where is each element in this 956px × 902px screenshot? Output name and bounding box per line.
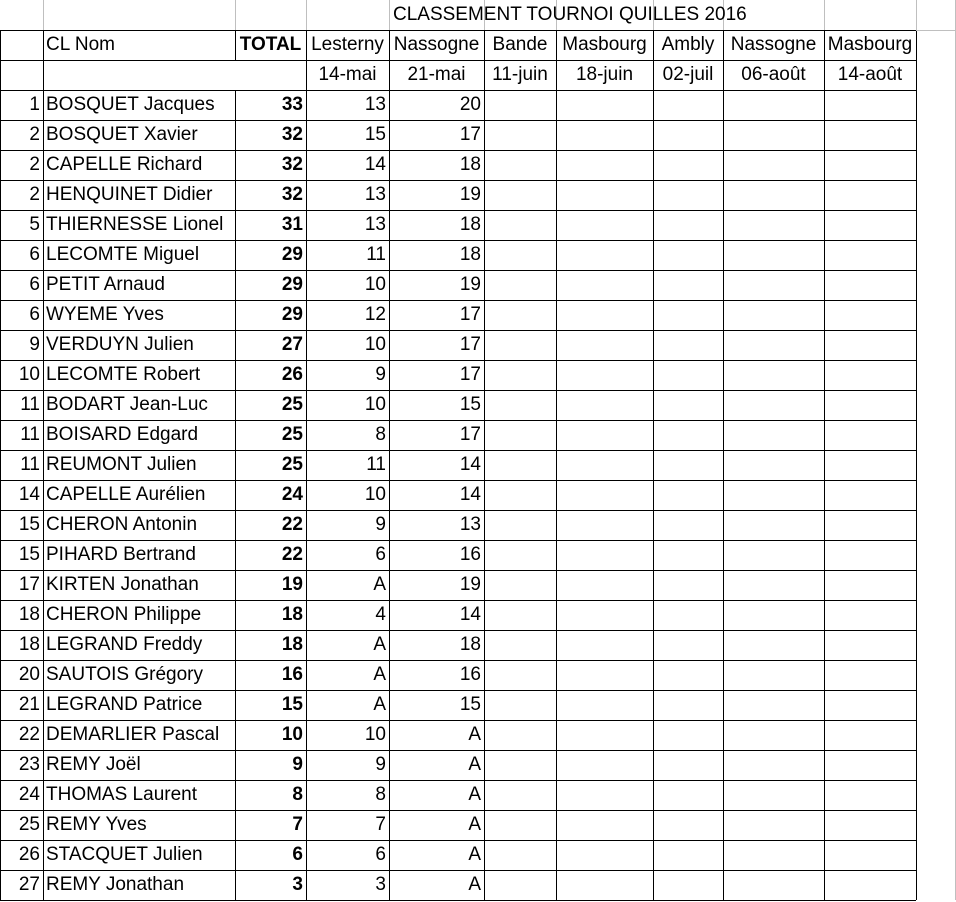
row-empty-cell[interactable]: [653, 511, 723, 540]
row-empty-cell[interactable]: [556, 721, 653, 750]
row-empty-cell[interactable]: [653, 451, 723, 480]
row-score-nassogne[interactable]: 16: [459, 544, 481, 565]
row-empty-cell[interactable]: [723, 421, 824, 450]
row-total[interactable]: 18: [281, 634, 303, 655]
grid-line: [916, 30, 917, 900]
row-total[interactable]: 29: [281, 274, 303, 295]
row-name[interactable]: REMY Joël: [46, 754, 141, 775]
row-rank[interactable]: 26: [18, 844, 40, 865]
row-rank[interactable]: 11: [20, 424, 40, 445]
row-name[interactable]: REMY Jonathan: [46, 874, 185, 895]
row-rank[interactable]: 21: [18, 694, 40, 715]
row-empty-cell[interactable]: [824, 271, 916, 300]
row-rank[interactable]: 2: [29, 184, 40, 205]
grid-line-light: [43, 0, 44, 30]
row-empty-cell[interactable]: [556, 601, 653, 630]
row-rank[interactable]: 10: [18, 364, 40, 385]
row-name[interactable]: REMY Yves: [46, 814, 147, 835]
row-empty-cell[interactable]: [653, 91, 723, 120]
row-rank[interactable]: 11: [20, 394, 40, 415]
row-empty-cell[interactable]: [723, 211, 824, 240]
row-empty-cell[interactable]: [723, 691, 824, 720]
row-empty-cell[interactable]: [653, 181, 723, 210]
row-name[interactable]: CAPELLE Richard: [46, 154, 203, 175]
row-score-nassogne[interactable]: A: [468, 754, 481, 775]
row-empty-cell[interactable]: [824, 421, 916, 450]
row-empty-cell[interactable]: [653, 571, 723, 600]
header-date: 06-août: [741, 64, 806, 85]
row-rank[interactable]: 2: [29, 154, 40, 175]
grid-line: [0, 900, 916, 901]
row-empty-cell[interactable]: [824, 121, 916, 150]
row-score-lesterny[interactable]: 13: [364, 184, 386, 205]
row-name[interactable]: BOISARD Edgard: [46, 424, 199, 445]
row-name[interactable]: KIRTEN Jonathan: [46, 574, 199, 595]
row-total[interactable]: 19: [281, 574, 303, 595]
row-empty-cell[interactable]: [723, 391, 824, 420]
row-empty-cell[interactable]: [824, 211, 916, 240]
row-score-nassogne[interactable]: 19: [459, 184, 481, 205]
row-total[interactable]: 10: [281, 724, 303, 745]
row-empty-cell[interactable]: [723, 661, 824, 690]
row-name[interactable]: HENQUINET Didier: [46, 184, 213, 205]
row-empty-cell[interactable]: [653, 871, 723, 900]
row-score-nassogne[interactable]: 15: [459, 394, 481, 415]
row-empty-cell[interactable]: [556, 181, 653, 210]
row-empty-cell[interactable]: [723, 481, 824, 510]
row-name[interactable]: VERDUYN Julien: [46, 334, 194, 355]
row-empty-cell[interactable]: [824, 481, 916, 510]
row-score-nassogne[interactable]: 17: [459, 424, 481, 445]
row-empty-cell[interactable]: [484, 361, 556, 390]
row-score-lesterny[interactable]: 12: [364, 304, 386, 325]
row-total[interactable]: 25: [281, 454, 303, 475]
row-empty-cell[interactable]: [484, 121, 556, 150]
header-venue: Nassogne: [393, 34, 480, 55]
row-name[interactable]: BOSQUET Jacques: [46, 94, 215, 115]
row-empty-cell[interactable]: [723, 181, 824, 210]
row-total[interactable]: 8: [292, 784, 303, 805]
row-empty-cell[interactable]: [824, 511, 916, 540]
row-score-lesterny[interactable]: A: [373, 574, 386, 595]
sheet-title: CLASSEMENT TOURNOI QUILLES 2016: [393, 4, 747, 25]
row-empty-cell[interactable]: [653, 211, 723, 240]
row-name[interactable]: DEMARLIER Pascal: [46, 724, 220, 745]
row-name[interactable]: THIERNESSE Lionel: [46, 214, 224, 235]
row-empty-cell[interactable]: [484, 841, 556, 870]
row-empty-cell[interactable]: [556, 811, 653, 840]
row-empty-cell[interactable]: [653, 631, 723, 660]
row-empty-cell[interactable]: [824, 571, 916, 600]
row-score-nassogne[interactable]: 14: [459, 484, 481, 505]
row-name[interactable]: LEGRAND Patrice: [46, 694, 203, 715]
row-total[interactable]: 6: [292, 844, 303, 865]
header-total: TOTAL: [239, 34, 302, 55]
row-empty-cell[interactable]: [556, 751, 653, 780]
row-rank[interactable]: 24: [18, 784, 40, 805]
row-empty-cell[interactable]: [653, 241, 723, 270]
row-total[interactable]: 31: [281, 214, 303, 235]
row-score-lesterny[interactable]: 3: [375, 874, 386, 895]
row-empty-cell[interactable]: [824, 601, 916, 630]
row-empty-cell[interactable]: [723, 271, 824, 300]
row-total[interactable]: 16: [281, 664, 303, 685]
grid-line-light: [916, 0, 917, 30]
row-empty-cell[interactable]: [653, 841, 723, 870]
row-empty-cell[interactable]: [653, 751, 723, 780]
row-empty-cell[interactable]: [556, 121, 653, 150]
header-date: 11-juin: [492, 64, 548, 85]
row-empty-cell[interactable]: [484, 511, 556, 540]
row-name[interactable]: BODART Jean-Luc: [46, 394, 208, 415]
row-total[interactable]: 27: [281, 334, 303, 355]
header-venue: Bande: [492, 34, 548, 55]
row-empty-cell[interactable]: [484, 241, 556, 270]
row-empty-cell[interactable]: [484, 181, 556, 210]
row-score-lesterny[interactable]: 4: [375, 604, 386, 625]
row-empty-cell[interactable]: [484, 601, 556, 630]
row-total[interactable]: 29: [281, 304, 303, 325]
row-empty-cell[interactable]: [484, 211, 556, 240]
row-empty-cell[interactable]: [824, 691, 916, 720]
row-score-lesterny[interactable]: 11: [366, 244, 386, 265]
row-empty-cell[interactable]: [556, 331, 653, 360]
row-rank[interactable]: 5: [29, 214, 40, 235]
header-venue: Masbourg: [562, 34, 647, 55]
row-total[interactable]: 25: [281, 424, 303, 445]
row-name[interactable]: PETIT Arnaud: [46, 274, 165, 295]
row-score-nassogne[interactable]: 18: [459, 214, 481, 235]
row-score-lesterny[interactable]: A: [373, 634, 386, 655]
row-empty-cell[interactable]: [653, 781, 723, 810]
header-date: 14-mai: [318, 64, 377, 85]
row-name[interactable]: CHERON Antonin: [46, 514, 198, 535]
row-empty-cell[interactable]: [484, 301, 556, 330]
row-empty-cell[interactable]: [723, 121, 824, 150]
row-empty-cell[interactable]: [484, 811, 556, 840]
header-venue: Nassogne: [730, 34, 817, 55]
row-total[interactable]: 22: [281, 514, 303, 535]
row-empty-cell[interactable]: [484, 481, 556, 510]
row-empty-cell[interactable]: [556, 361, 653, 390]
row-total[interactable]: 24: [281, 484, 303, 505]
row-rank[interactable]: 25: [18, 814, 40, 835]
row-empty-cell[interactable]: [484, 151, 556, 180]
row-empty-cell[interactable]: [723, 361, 824, 390]
row-name[interactable]: CAPELLE Aurélien: [46, 484, 206, 505]
header-date: 21-mai: [407, 64, 466, 85]
row-total[interactable]: 7: [292, 814, 303, 835]
row-empty-cell[interactable]: [653, 601, 723, 630]
row-empty-cell[interactable]: [723, 511, 824, 540]
row-name[interactable]: LEGRAND Freddy: [46, 634, 203, 655]
row-empty-cell[interactable]: [723, 871, 824, 900]
row-total[interactable]: 29: [281, 244, 303, 265]
row-score-lesterny[interactable]: 10: [364, 484, 386, 505]
row-empty-cell[interactable]: [723, 241, 824, 270]
row-empty-cell[interactable]: [824, 631, 916, 660]
row-name[interactable]: THOMAS Laurent: [46, 784, 197, 805]
row-empty-cell[interactable]: [484, 421, 556, 450]
row-name[interactable]: REUMONT Julien: [46, 454, 197, 475]
row-total[interactable]: 32: [281, 184, 303, 205]
row-empty-cell[interactable]: [824, 151, 916, 180]
row-empty-cell[interactable]: [556, 781, 653, 810]
row-total[interactable]: 33: [281, 94, 303, 115]
row-empty-cell[interactable]: [723, 601, 824, 630]
row-score-nassogne[interactable]: 18: [459, 154, 481, 175]
row-score-nassogne[interactable]: A: [468, 724, 481, 745]
row-name[interactable]: BOSQUET Xavier: [46, 124, 198, 145]
row-empty-cell[interactable]: [484, 721, 556, 750]
row-score-nassogne[interactable]: A: [468, 784, 481, 805]
row-empty-cell[interactable]: [824, 721, 916, 750]
row-rank[interactable]: 18: [18, 604, 40, 625]
grid-line-light: [235, 0, 236, 30]
row-score-lesterny[interactable]: 14: [364, 154, 386, 175]
row-score-nassogne[interactable]: 18: [459, 634, 481, 655]
row-empty-cell[interactable]: [653, 481, 723, 510]
row-empty-cell[interactable]: [824, 391, 916, 420]
row-empty-cell[interactable]: [484, 631, 556, 660]
row-name[interactable]: LECOMTE Miguel: [46, 244, 200, 265]
row-total[interactable]: 32: [281, 124, 303, 145]
row-empty-cell[interactable]: [824, 91, 916, 120]
row-score-nassogne[interactable]: 20: [459, 94, 481, 115]
row-empty-cell[interactable]: [824, 541, 916, 570]
row-empty-cell[interactable]: [723, 451, 824, 480]
row-score-lesterny[interactable]: 10: [364, 274, 386, 295]
row-empty-cell[interactable]: [723, 91, 824, 120]
row-empty-cell[interactable]: [723, 331, 824, 360]
row-empty-cell[interactable]: [723, 301, 824, 330]
row-empty-cell[interactable]: [824, 301, 916, 330]
header-date: 02-juil: [662, 64, 714, 85]
row-empty-cell[interactable]: [723, 541, 824, 570]
row-rank[interactable]: 17: [18, 574, 40, 595]
row-score-nassogne[interactable]: A: [468, 844, 481, 865]
row-empty-cell[interactable]: [723, 781, 824, 810]
header-date: 18-juin: [575, 64, 634, 85]
row-empty-cell[interactable]: [484, 91, 556, 120]
row-empty-cell[interactable]: [824, 811, 916, 840]
row-empty-cell[interactable]: [824, 361, 916, 390]
row-empty-cell[interactable]: [824, 871, 916, 900]
row-score-lesterny[interactable]: 13: [364, 214, 386, 235]
row-empty-cell[interactable]: [723, 751, 824, 780]
row-empty-cell[interactable]: [484, 331, 556, 360]
row-score-lesterny[interactable]: 6: [375, 844, 386, 865]
row-rank[interactable]: 15: [18, 544, 40, 565]
row-name[interactable]: WYEME Yves: [46, 304, 164, 325]
row-empty-cell[interactable]: [723, 571, 824, 600]
row-empty-cell[interactable]: [824, 241, 916, 270]
row-total[interactable]: 3: [292, 874, 303, 895]
row-score-lesterny[interactable]: A: [373, 664, 386, 685]
header-venue: Masbourg: [827, 34, 913, 55]
row-score-lesterny[interactable]: 8: [375, 784, 386, 805]
row-total[interactable]: 15: [281, 694, 303, 715]
row-empty-cell[interactable]: [484, 541, 556, 570]
row-rank[interactable]: 15: [18, 514, 40, 535]
row-empty-cell[interactable]: [653, 661, 723, 690]
row-empty-cell[interactable]: [484, 781, 556, 810]
row-empty-cell[interactable]: [723, 841, 824, 870]
row-empty-cell[interactable]: [824, 751, 916, 780]
row-score-nassogne[interactable]: 15: [459, 694, 481, 715]
row-score-nassogne[interactable]: 19: [459, 574, 481, 595]
row-empty-cell[interactable]: [484, 451, 556, 480]
row-empty-cell[interactable]: [484, 391, 556, 420]
row-rank[interactable]: 27: [18, 874, 40, 895]
row-rank[interactable]: 6: [29, 274, 40, 295]
row-empty-cell[interactable]: [484, 661, 556, 690]
row-total[interactable]: 18: [281, 604, 303, 625]
row-rank[interactable]: 23: [18, 754, 40, 775]
row-empty-cell[interactable]: [653, 811, 723, 840]
header-date: 14-août: [837, 64, 903, 85]
row-score-nassogne[interactable]: 16: [459, 664, 481, 685]
row-score-nassogne[interactable]: 17: [459, 124, 481, 145]
header-cl-nom: CL Nom: [46, 34, 115, 55]
row-score-nassogne[interactable]: 17: [459, 304, 481, 325]
row-empty-cell[interactable]: [556, 661, 653, 690]
header-venue: Lesterny: [311, 34, 384, 55]
row-empty-cell[interactable]: [653, 151, 723, 180]
row-empty-cell[interactable]: [653, 541, 723, 570]
row-score-lesterny[interactable]: 9: [375, 754, 386, 775]
row-total[interactable]: 9: [292, 754, 303, 775]
row-name[interactable]: STACQUET Julien: [46, 844, 203, 865]
row-score-lesterny[interactable]: 9: [375, 364, 386, 385]
row-empty-cell[interactable]: [556, 691, 653, 720]
row-score-lesterny[interactable]: 9: [375, 514, 386, 535]
row-empty-cell[interactable]: [653, 331, 723, 360]
row-score-nassogne[interactable]: 13: [459, 514, 481, 535]
row-score-nassogne[interactable]: 18: [459, 244, 481, 265]
row-rank[interactable]: 2: [29, 124, 40, 145]
row-empty-cell[interactable]: [556, 421, 653, 450]
row-empty-cell[interactable]: [484, 271, 556, 300]
row-score-lesterny[interactable]: 6: [375, 544, 386, 565]
row-score-lesterny[interactable]: 11: [366, 454, 386, 475]
row-empty-cell[interactable]: [824, 841, 916, 870]
row-empty-cell[interactable]: [653, 421, 723, 450]
row-empty-cell[interactable]: [824, 331, 916, 360]
row-empty-cell[interactable]: [556, 871, 653, 900]
row-empty-cell[interactable]: [653, 361, 723, 390]
row-rank[interactable]: 11: [20, 454, 40, 475]
row-name[interactable]: CHERON Philippe: [46, 604, 202, 625]
row-score-lesterny[interactable]: 10: [364, 724, 386, 745]
row-score-nassogne[interactable]: 17: [459, 334, 481, 355]
row-rank[interactable]: 20: [18, 664, 40, 685]
row-empty-cell[interactable]: [653, 721, 723, 750]
row-rank[interactable]: 1: [29, 94, 40, 115]
row-score-nassogne[interactable]: 19: [459, 274, 481, 295]
row-empty-cell[interactable]: [824, 781, 916, 810]
row-rank[interactable]: 6: [29, 244, 40, 265]
row-empty-cell[interactable]: [723, 721, 824, 750]
row-empty-cell[interactable]: [723, 811, 824, 840]
row-empty-cell[interactable]: [484, 691, 556, 720]
row-score-nassogne[interactable]: 14: [459, 604, 481, 625]
row-empty-cell[interactable]: [653, 271, 723, 300]
row-empty-cell[interactable]: [653, 691, 723, 720]
row-empty-cell[interactable]: [556, 481, 653, 510]
row-empty-cell[interactable]: [556, 211, 653, 240]
row-score-lesterny[interactable]: 10: [364, 394, 386, 415]
row-empty-cell[interactable]: [653, 301, 723, 330]
row-empty-cell[interactable]: [723, 151, 824, 180]
row-score-nassogne[interactable]: A: [468, 874, 481, 895]
row-total[interactable]: 22: [281, 544, 303, 565]
row-empty-cell[interactable]: [556, 91, 653, 120]
row-score-lesterny[interactable]: A: [373, 694, 386, 715]
row-score-lesterny[interactable]: 10: [364, 334, 386, 355]
row-name[interactable]: SAUTOIS Grégory: [46, 664, 203, 685]
grid-line-light: [306, 0, 307, 30]
row-score-nassogne[interactable]: 14: [459, 454, 481, 475]
row-rank[interactable]: 18: [18, 634, 40, 655]
row-empty-cell[interactable]: [653, 121, 723, 150]
row-total[interactable]: 25: [281, 394, 303, 415]
row-empty-cell[interactable]: [556, 151, 653, 180]
row-score-lesterny[interactable]: 15: [364, 124, 386, 145]
row-empty-cell[interactable]: [824, 451, 916, 480]
row-empty-cell[interactable]: [556, 301, 653, 330]
row-empty-cell[interactable]: [653, 391, 723, 420]
grid-line-light: [916, 30, 956, 31]
row-score-lesterny[interactable]: 8: [375, 424, 386, 445]
row-rank[interactable]: 22: [18, 724, 40, 745]
row-empty-cell[interactable]: [556, 841, 653, 870]
row-score-nassogne[interactable]: A: [468, 814, 481, 835]
row-rank[interactable]: 14: [18, 484, 40, 505]
row-name[interactable]: PIHARD Bertrand: [46, 544, 196, 565]
row-empty-cell[interactable]: [824, 181, 916, 210]
row-rank[interactable]: 9: [29, 334, 40, 355]
row-name[interactable]: LECOMTE Robert: [46, 364, 201, 385]
row-empty-cell[interactable]: [556, 541, 653, 570]
row-total[interactable]: 26: [281, 364, 303, 385]
row-empty-cell[interactable]: [556, 241, 653, 270]
row-total[interactable]: 32: [281, 154, 303, 175]
row-empty-cell[interactable]: [824, 661, 916, 690]
row-rank[interactable]: 6: [29, 304, 40, 325]
row-score-nassogne[interactable]: 17: [459, 364, 481, 385]
row-empty-cell[interactable]: [556, 271, 653, 300]
row-empty-cell[interactable]: [484, 751, 556, 780]
row-empty-cell[interactable]: [556, 511, 653, 540]
row-empty-cell[interactable]: [484, 571, 556, 600]
row-empty-cell[interactable]: [484, 871, 556, 900]
row-empty-cell[interactable]: [723, 631, 824, 660]
row-score-lesterny[interactable]: 7: [375, 814, 386, 835]
row-empty-cell[interactable]: [556, 571, 653, 600]
row-score-lesterny[interactable]: 13: [364, 94, 386, 115]
row-empty-cell[interactable]: [556, 631, 653, 660]
header-venue: Ambly: [661, 34, 715, 55]
row-empty-cell[interactable]: [556, 391, 653, 420]
row-empty-cell[interactable]: [556, 451, 653, 480]
